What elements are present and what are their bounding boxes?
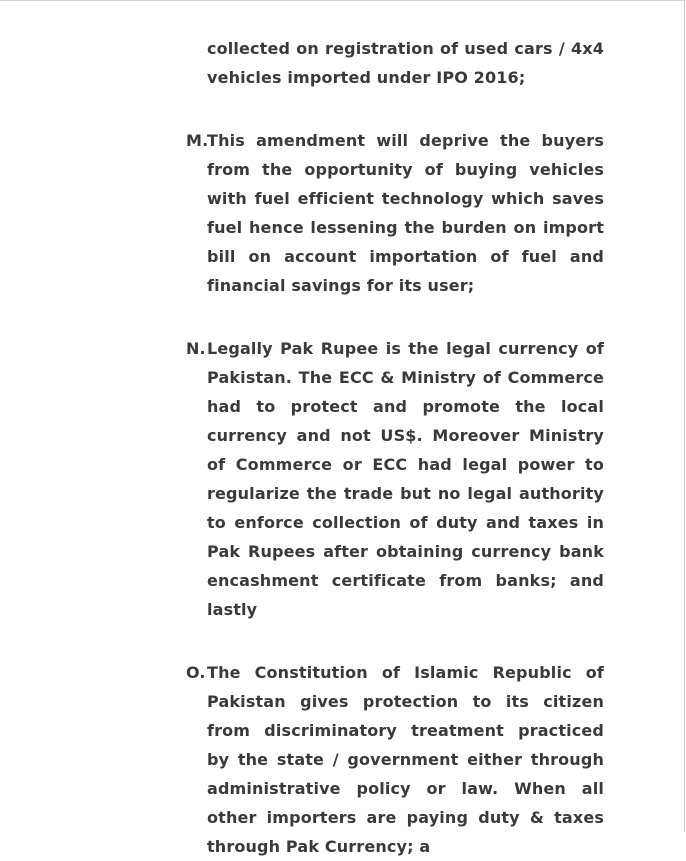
paragraph-text: This amendment will deprive the buyers from the opportunity of buying vehicles with fuel efficient technology which saves fuel hence lessening the burden on import bill on account importation of fuel and financial savings for its user; — [207, 131, 604, 295]
paragraph-marker: O. — [186, 663, 206, 682]
paragraph-o — [186, 658, 604, 861]
paragraph-m — [186, 126, 604, 300]
paragraph-text: The Constitution of Islamic Republic of Pakistan gives protection to its citizen from discriminatory treatment practiced by the state / government either through administrative policy or law. When all other importers are paying duty & taxes through Pak Currency; a — [207, 663, 604, 856]
paragraph-marker: M. — [186, 131, 209, 150]
paragraph-text: Legally Pak Rupee is the legal currency of Pakistan. The ECC & Ministry of Commerce had to protect and promote the local currency and not US$. Moreover Ministry of Commerce or ECC had legal power to regularize the trade but no legal authority to enforce collection of duty and taxes in Pak Rupees after obtaining currency bank encashment certificate from banks; and lastly — [207, 339, 604, 619]
paragraph-n — [186, 334, 604, 624]
paragraph-text: collected on registration of used cars / 4x4 vehicles imported under IPO 2016; — [207, 39, 604, 87]
paragraph-marker: N. — [186, 339, 206, 358]
paragraph-continuation — [186, 34, 604, 92]
document-content — [186, 34, 604, 861]
